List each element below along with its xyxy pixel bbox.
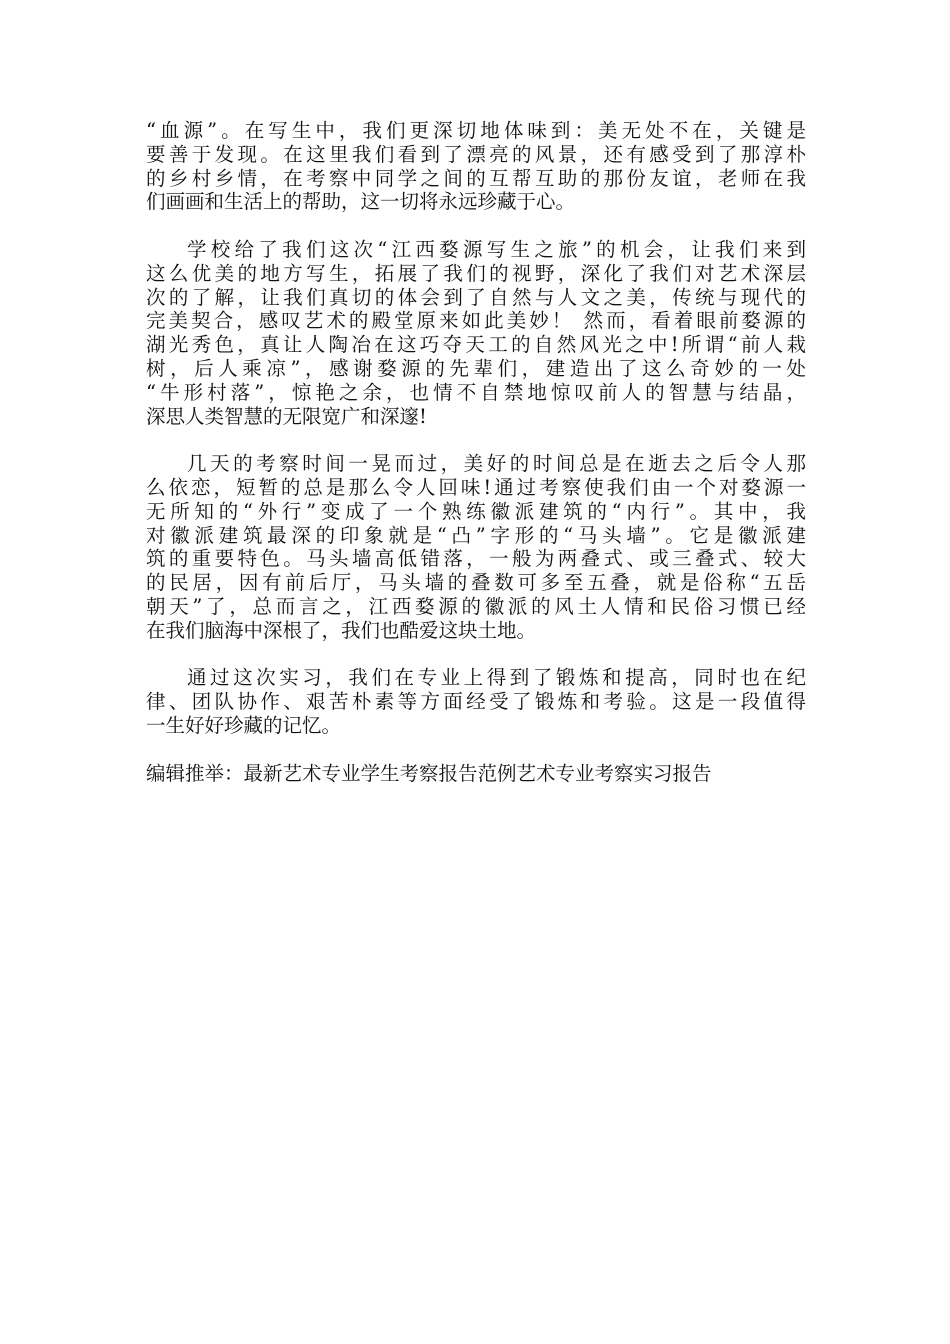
text-line: 次的了解，让我们真切的体会到了自然与人文之美，传统与现代的 [146,285,806,309]
paragraph-1 [146,119,806,214]
text-line: 要善于发现。在这里我们看到了漂亮的风景，还有感受到了那淳朴 [146,142,806,166]
text-line: 的民居，因有前后厅，马头墙的叠数可多至五叠，就是俗称“五岳 [146,571,806,595]
text-line: 筑的重要特色。马头墙高低错落，一般为两叠式、或三叠式、较大 [146,547,806,571]
text-line: 深思人类智慧的无限宽广和深邃! [146,404,427,428]
text-line: 树，后人乘凉”，感谢婺源的先辈们，建造出了这么奇妙的一处 [146,356,806,380]
paragraph-4 [146,666,806,737]
text-line: 无所知的“外行”变成了一个熟练徽派建筑的“内行”。其中，我 [146,499,806,523]
text-line: 在我们脑海中深根了，我们也酷爱这块土地。 [146,618,537,642]
text-line: 几天的考察时间一晃而过，美好的时间总是在逝去之后令人那 [187,452,806,476]
text-line: “血源”。在写生中，我们更深切地体味到：美无处不在，关键是 [146,119,806,142]
text-line: 么依恋，短暂的总是那么令人回味!通过考察使我们由一个对婺源一 [146,475,806,499]
text-line: 朝天”了，总而言之，江西婺源的徽派的风土人情和民俗习惯已经 [146,594,806,618]
paragraph-2 [146,238,806,428]
text-line: “牛形村落”，惊艳之余，也情不自禁地惊叹前人的智慧与结晶， [146,380,806,404]
text-line: 这么优美的地方写生，拓展了我们的视野，深化了我们对艺术深层 [146,261,806,285]
document-page [146,119,806,785]
text-line: 一生好好珍藏的记忆。 [146,713,342,737]
paragraph-3 [146,452,806,642]
text-line: 通过这次实习，我们在专业上得到了锻炼和提高，同时也在纪 [187,666,806,690]
text-line: 湖光秀色，真让人陶冶在这巧夺天工的自然风光之中!所谓“前人栽 [146,333,806,357]
text-line: 完美契合，感叹艺术的殿堂原来如此美妙！ 然而，看着眼前婺源的 [146,309,806,333]
text-line: 律、团队协作、艰苦朴素等方面经受了锻炼和考验。这是一段值得 [146,690,806,714]
text-line: 们画画和生活上的帮助，这一切将永远珍藏于心。 [146,190,576,214]
text-line: 的乡村乡情，在考察中同学之间的互帮互助的那份友谊，老师在我 [146,166,806,190]
text-line: 对徽派建筑最深的印象就是“凸”字形的“马头墙”。它是徽派建 [146,523,806,547]
editor-recommendation: 编辑推举：最新艺术专业学生考察报告范例艺术专业考察实习报告 [146,761,712,785]
text-line: 学校给了我们这次“江西婺源写生之旅”的机会，让我们来到 [187,237,806,261]
